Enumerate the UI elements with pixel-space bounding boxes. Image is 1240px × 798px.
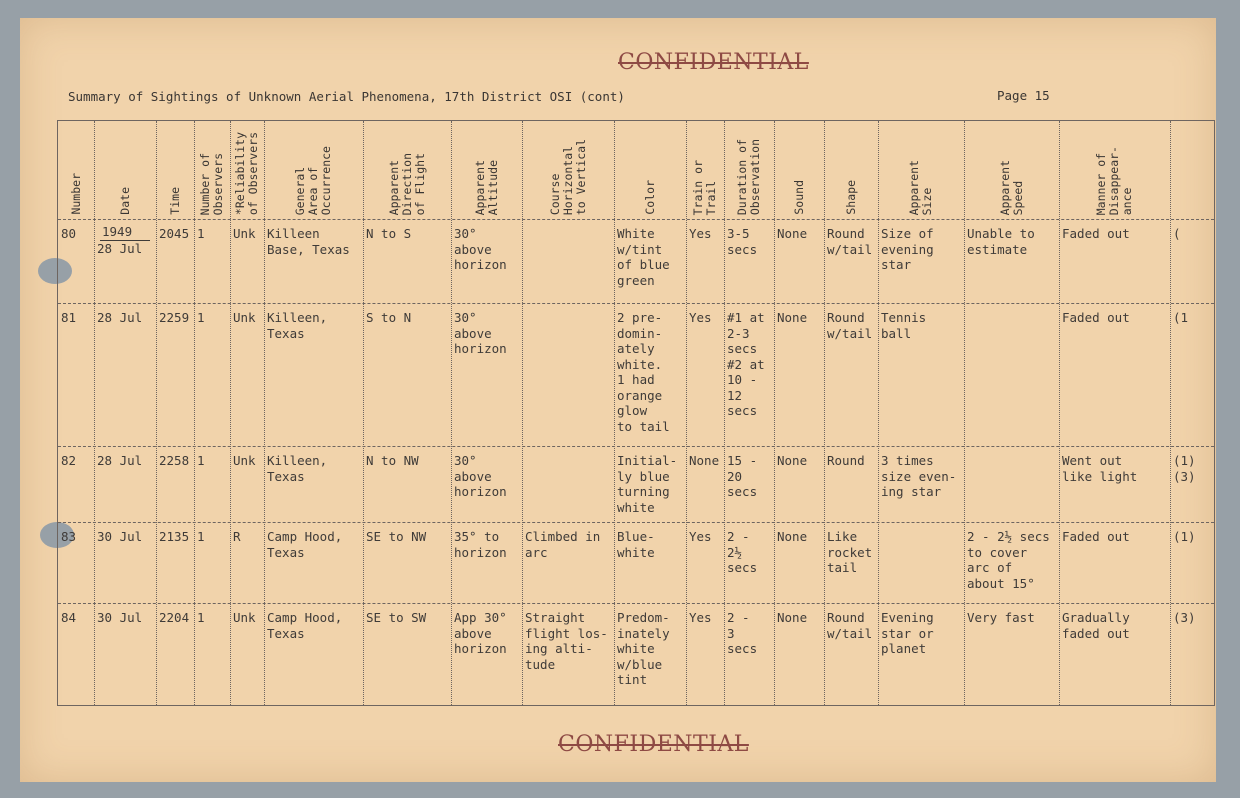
cell-altitude: App 30° above horizon (454, 610, 507, 656)
cell-time: 2259 (159, 310, 190, 325)
cell-disappearance: Faded out (1062, 226, 1130, 241)
row-divider (58, 603, 1214, 604)
column-header-label: Apparent Direction of Flight (386, 152, 427, 215)
cell-number: 81 (61, 310, 77, 325)
cell-shape: Round w/tail (827, 610, 873, 641)
cell-course: Straight flight los- ing alti- tude (525, 610, 608, 672)
cell-direction: SE to SW (366, 610, 427, 625)
column-header-label: Train or Trail (691, 159, 718, 215)
cell-altitude: 30° above horizon (454, 226, 507, 272)
cell-trail: Yes (689, 529, 712, 544)
cell-number: 84 (61, 610, 77, 625)
row-divider (58, 446, 1214, 447)
column-header-label: Number of Observers (198, 152, 225, 215)
cell-sound: None (777, 453, 808, 468)
cell-note: ( (1173, 226, 1181, 241)
cell-reliability: Unk (233, 610, 256, 625)
cell-color: Predom- inately white w/blue tint (617, 610, 670, 687)
classification-bottom: CONFIDENTIAL (558, 732, 749, 757)
cell-trail: Yes (689, 610, 712, 625)
cell-area: Killeen Base, Texas (267, 226, 350, 257)
column-header (724, 121, 774, 219)
cell-disappearance: Gradually faded out (1062, 610, 1130, 641)
cell-color: White w/tint of blue green (617, 226, 670, 288)
cell-duration: 2 - 2½ secs (727, 529, 758, 575)
column-header (774, 121, 824, 219)
cell-size: Tennis ball (881, 310, 927, 341)
cell-size: Size of evening star (881, 226, 934, 272)
cell-color: 2 pre- domin- ately white. 1 had orange glow to tail (617, 310, 670, 434)
cell-color: Initial- ly blue turning white (617, 453, 678, 515)
cell-reliability: Unk (233, 226, 256, 241)
cell-date: 28 Jul (97, 241, 143, 256)
cell-date: 30 Jul (97, 529, 143, 544)
column-header-label: Manner of Disappear- ance (1094, 145, 1134, 215)
cell-altitude: 35° to horizon (454, 529, 507, 560)
cell-note: (3) (1173, 610, 1196, 625)
cell-disappearance: Faded out (1062, 310, 1130, 325)
cell-date: 30 Jul (97, 610, 143, 625)
cell-area: Camp Hood, Texas (267, 610, 343, 641)
cell-direction: S to N (366, 310, 412, 325)
cell-sound: None (777, 529, 808, 544)
cell-number: 80 (61, 226, 77, 241)
cell-duration: 3-5 secs (727, 226, 758, 257)
cell-date: 28 Jul (97, 453, 143, 468)
document-page (20, 18, 1216, 782)
cell-disappearance: Faded out (1062, 529, 1130, 544)
cell-disappearance: Went out like light (1062, 453, 1138, 484)
column-header-label: *Reliability of Observers (233, 131, 260, 215)
sightings-table (57, 120, 1215, 706)
document-title: Summary of Sightings of Unknown Aerial Phenomena, 17th District OSI (cont) (68, 89, 625, 104)
cell-duration: #1 at 2-3 secs #2 at 10 - 12 secs (727, 310, 765, 418)
cell-size: Evening star or planet (881, 610, 934, 656)
column-header-label: Apparent Size (907, 159, 934, 215)
cell-shape: Round w/tail (827, 226, 873, 257)
column-header (58, 121, 94, 219)
column-header-label: Shape (843, 180, 858, 215)
row-divider (58, 303, 1214, 304)
column-header (264, 121, 363, 219)
cell-time: 2258 (159, 453, 190, 468)
column-header (156, 121, 194, 219)
row-divider (58, 219, 1214, 220)
column-header-label: Apparent Speed (997, 159, 1025, 215)
column-header (1059, 121, 1170, 219)
column-header (614, 121, 686, 219)
year-note: 1949 (102, 224, 133, 239)
column-header (94, 121, 156, 219)
column-header-label: Apparent Altitude (472, 159, 500, 215)
cell-observers: 1 (197, 453, 205, 468)
column-header (230, 121, 264, 219)
cell-duration: 15 - 20 secs (727, 453, 758, 499)
column-header (522, 121, 614, 219)
cell-time: 2045 (159, 226, 190, 241)
cell-reliability: Unk (233, 310, 256, 325)
column-header (363, 121, 451, 219)
cell-area: Camp Hood, Texas (267, 529, 343, 560)
cell-time: 2204 (159, 610, 190, 625)
cell-trail: Yes (689, 226, 712, 241)
cell-observers: 1 (197, 310, 205, 325)
cell-sound: None (777, 310, 808, 325)
column-header (1170, 121, 1216, 219)
column-header (451, 121, 522, 219)
cell-altitude: 30° above horizon (454, 310, 507, 356)
column-header-label: General Area of Occurrence (293, 145, 333, 215)
cell-shape: Round w/tail (827, 310, 873, 341)
cell-course: Climbed in arc (525, 529, 601, 560)
cell-altitude: 30° above horizon (454, 453, 507, 499)
cell-note: (1 (1173, 310, 1189, 325)
cell-area: Killeen, Texas (267, 310, 328, 341)
page-number: Page 15 (997, 88, 1050, 103)
cell-observers: 1 (197, 226, 205, 241)
cell-speed: 2 - 2½ secs to cover arc of about 15° (967, 529, 1050, 591)
cell-sound: None (777, 610, 808, 625)
cell-duration: 2 - 3 secs (727, 610, 758, 656)
column-header-label: Duration of Observation (735, 138, 762, 215)
column-header (824, 121, 878, 219)
cell-area: Killeen, Texas (267, 453, 328, 484)
cell-date: 28 Jul (97, 310, 143, 325)
cell-shape: Like rocket tail (827, 529, 873, 575)
column-header-label: Date (117, 187, 132, 215)
cell-observers: 1 (197, 529, 205, 544)
cell-sound: None (777, 226, 808, 241)
cell-speed: Unable to estimate (967, 226, 1035, 257)
column-header (964, 121, 1059, 219)
column-header (878, 121, 964, 219)
cell-time: 2135 (159, 529, 190, 544)
column-header-label: Color (642, 180, 657, 215)
column-header-label: Course Horizontal to Vertical (547, 138, 588, 215)
row-divider (58, 522, 1214, 523)
cell-reliability: R (233, 529, 241, 544)
cell-trail: None (689, 453, 720, 468)
cell-note: (1) (3) (1173, 453, 1196, 484)
cell-direction: N to NW (366, 453, 419, 468)
cell-shape: Round (827, 453, 865, 468)
column-header-label: Number (68, 173, 83, 215)
classification-top: CONFIDENTIAL (618, 50, 809, 75)
cell-note: (1) (1173, 529, 1196, 544)
cell-number: 82 (61, 453, 77, 468)
cell-number: 83 (61, 529, 77, 544)
cell-reliability: Unk (233, 453, 256, 468)
cell-observers: 1 (197, 610, 205, 625)
cell-direction: N to S (366, 226, 412, 241)
cell-trail: Yes (689, 310, 712, 325)
cell-color: Blue- white (617, 529, 655, 560)
cell-speed: Very fast (967, 610, 1035, 625)
cell-direction: SE to NW (366, 529, 427, 544)
cell-size: 3 times size even- ing star (881, 453, 957, 499)
column-header (194, 121, 230, 219)
column-header-label: Time (167, 187, 182, 215)
column-header-label: Sound (791, 180, 806, 215)
column-header (686, 121, 724, 219)
